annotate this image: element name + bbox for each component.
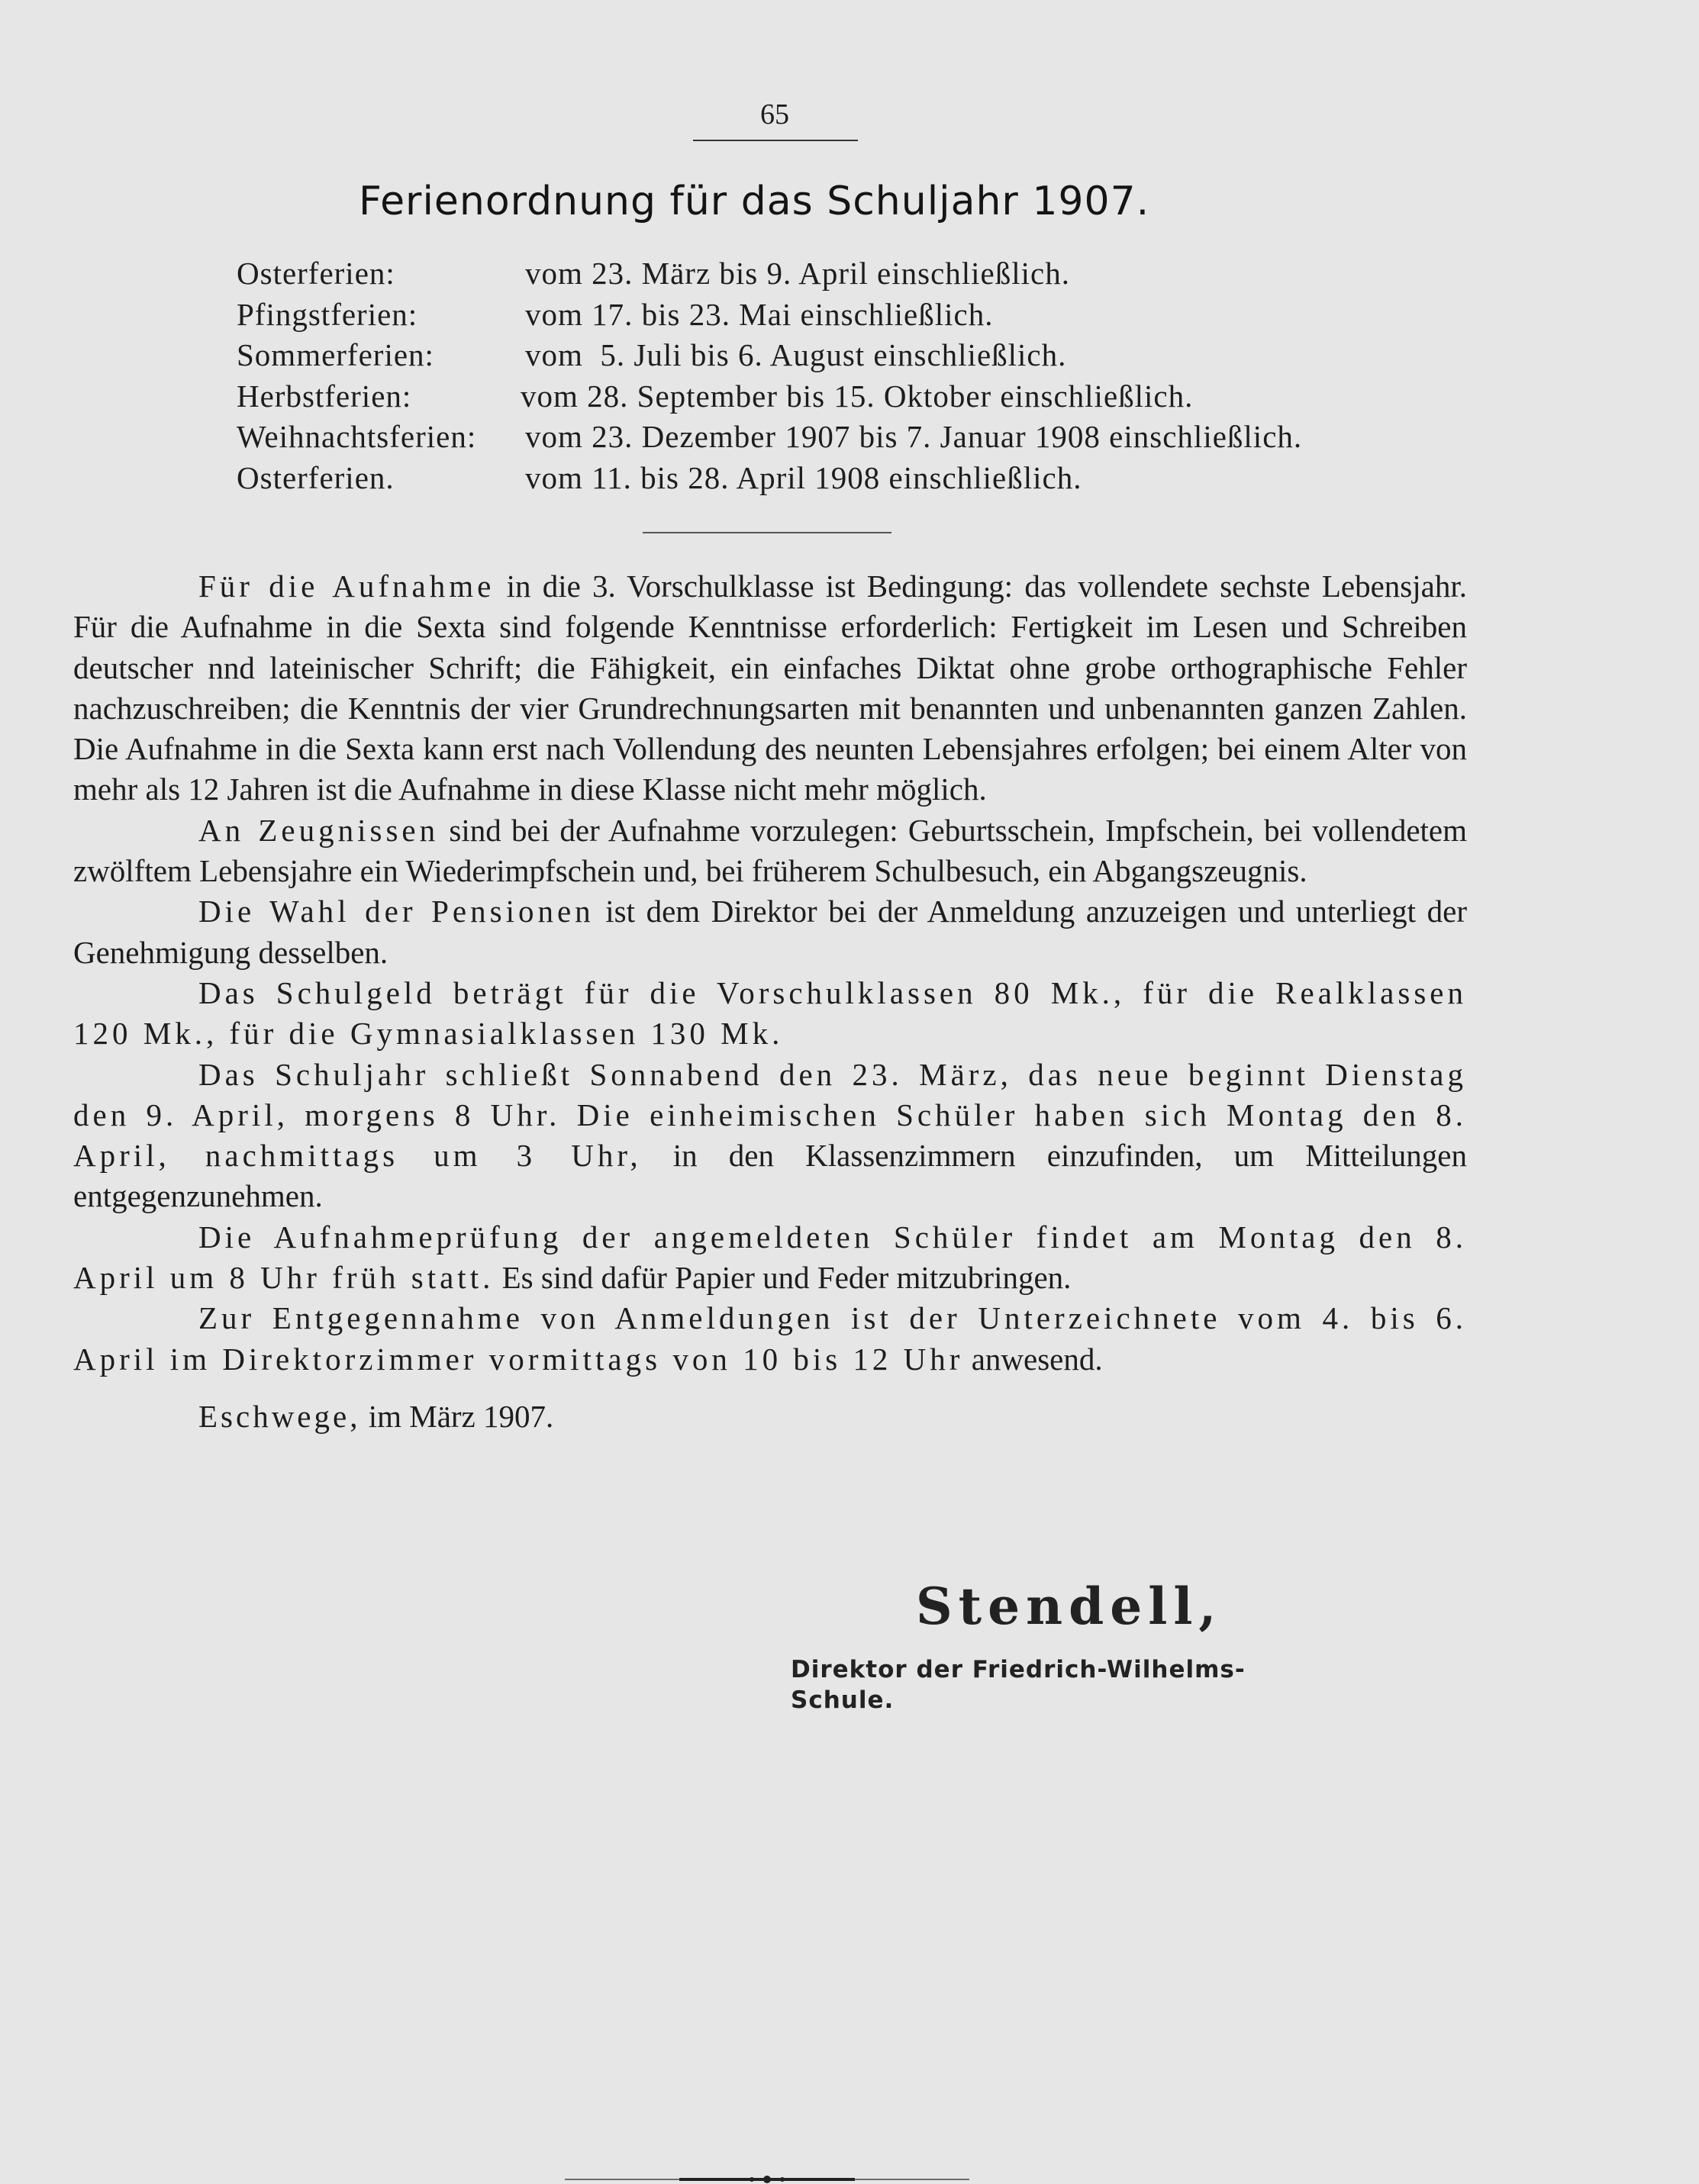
paragraph-lead: Für die Aufnahme <box>198 569 495 604</box>
schedule-dates: vom 5. Juli bis 6. August einschließlich. <box>525 337 1067 372</box>
paragraph-boarding <box>73 891 1467 973</box>
schedule-dates: vom 11. bis 28. April 1908 einschließlich. <box>525 459 1082 495</box>
page-title: Ferienordnung für das Schuljahr 1907. <box>359 179 1150 224</box>
section-divider <box>643 532 891 533</box>
paragraph-lead: Die Aufnahmeprüfung der angemeldeten Schüler findet am Montag den 8. April um 8 Uhr früh statt. <box>73 1219 1467 1296</box>
page-number-rule <box>693 140 858 141</box>
schedule-label: Sommerferien: <box>237 337 434 372</box>
schedule-row <box>237 376 1427 417</box>
schedule-dates: vom 28. September bis 15. Oktober einschließlich. <box>521 378 1194 414</box>
paragraph-certificates <box>73 810 1467 892</box>
paragraph-body: in den Klassenzimmern einzufinden, um Mitteilungen entgegenzunehmen. <box>73 1138 1467 1214</box>
holiday-schedule <box>237 253 1427 498</box>
paragraph-lead: Die Wahl der Pensionen <box>198 894 595 929</box>
paragraph-school-year <box>73 1055 1467 1217</box>
schedule-dates: vom 17. bis 23. Mai einschließlich. <box>525 296 994 332</box>
schedule-row <box>237 253 1427 295</box>
paragraph-lead: Das Schuljahr schließt Sonnabend den 23. März, das neue beginnt Dienstag den 9. April, morgens 8 Uhr. Die einheimischen Schüler haben sich Montag den 8. April, nachmittags um 3 Uhr, <box>73 1056 1467 1174</box>
paragraph-fees <box>73 973 1467 1055</box>
paragraph-body: anwesend. <box>963 1341 1103 1377</box>
schedule-label: Herbstferien: <box>237 378 412 414</box>
schedule-label: Osterferien: <box>237 256 395 291</box>
date-text: im März 1907. <box>360 1398 554 1434</box>
regulations-text <box>73 566 1467 1437</box>
schedule-label: Pfingstferien: <box>237 296 418 332</box>
paragraph-registration <box>73 1298 1467 1380</box>
place-name: Eschwege, <box>198 1398 361 1434</box>
paragraph-lead: An Zeugnissen <box>198 812 440 848</box>
paragraph-admission <box>73 566 1467 810</box>
schedule-row <box>237 295 1427 336</box>
paragraph-lead: Zur Entgegennahme von Anmeldungen ist der Unterzeichnete vom 4. bis 6. April im Direktorzimmer vormittags von 10 bis 12 Uhr <box>73 1300 1467 1377</box>
paragraph-body: sind bei der Aufnahme vorzulegen: Geburtsschein, Impfschein, bei vollendetem zwölftem Lebensjahre ein Wiederimpfschein und, bei früherem Schulbesuch, ein Abgangszeugnis. <box>73 812 1467 889</box>
schedule-row <box>237 335 1427 376</box>
schedule-label: Weihnachtsferien: <box>237 419 477 454</box>
paragraph-body: in die 3. Vorschulklasse ist Bedingung: das vollendete sechste Lebensjahr. Für die Aufnahme in die Sexta sind folgende Kenntnisse erforderlich: Fertigkeit im Lesen und Schreiben deutscher nnd lateinischer Schrift; die Fähigkeit, ein einfaches Diktat ohne grobe orthographische Fehler nachzuschreiben; die Kenntnis der vier Grundrechnungsarten mit benannten und unbenannten ganzen Zahlen. Die Aufnahme in die Sexta kann erst nach Vollendung des neunten Lebensjahres erfolgen; bei einem Alter von mehr als 12 Jahren ist die Aufnahme in diese Klasse nicht mehr möglich. <box>73 569 1467 807</box>
paragraph-body: ist dem Direktor bei der Anmeldung anzuzeigen und unterliegt der Genehmigung desselben. <box>73 894 1467 970</box>
paragraph-body: Es sind dafür Papier und Feder mitzubringen. <box>494 1260 1072 1296</box>
end-ornament-icon <box>565 2175 969 2184</box>
signature-name: Stendell, <box>916 1577 1223 1636</box>
schedule-dates: vom 23. März bis 9. April einschließlich. <box>525 256 1070 291</box>
paragraph-entrance-exam <box>73 1217 1467 1299</box>
paragraph-lead: Das Schulgeld beträgt für die Vorschulklassen 80 Mk., für die Realklassen 120 Mk., für die Gymnasialklassen 130 Mk. <box>73 974 1467 1052</box>
schedule-label: Osterferien. <box>237 459 395 495</box>
place-date-line <box>73 1396 1467 1437</box>
schedule-dates: vom 23. Dezember 1907 bis 7. Januar 1908 einschließlich. <box>525 419 1303 454</box>
signature-title: Direktor der Friedrich-Wilhelms-Schule. <box>791 1656 1246 1714</box>
page-number: 65 <box>760 98 789 130</box>
schedule-row <box>237 458 1427 499</box>
schedule-row <box>237 417 1427 458</box>
